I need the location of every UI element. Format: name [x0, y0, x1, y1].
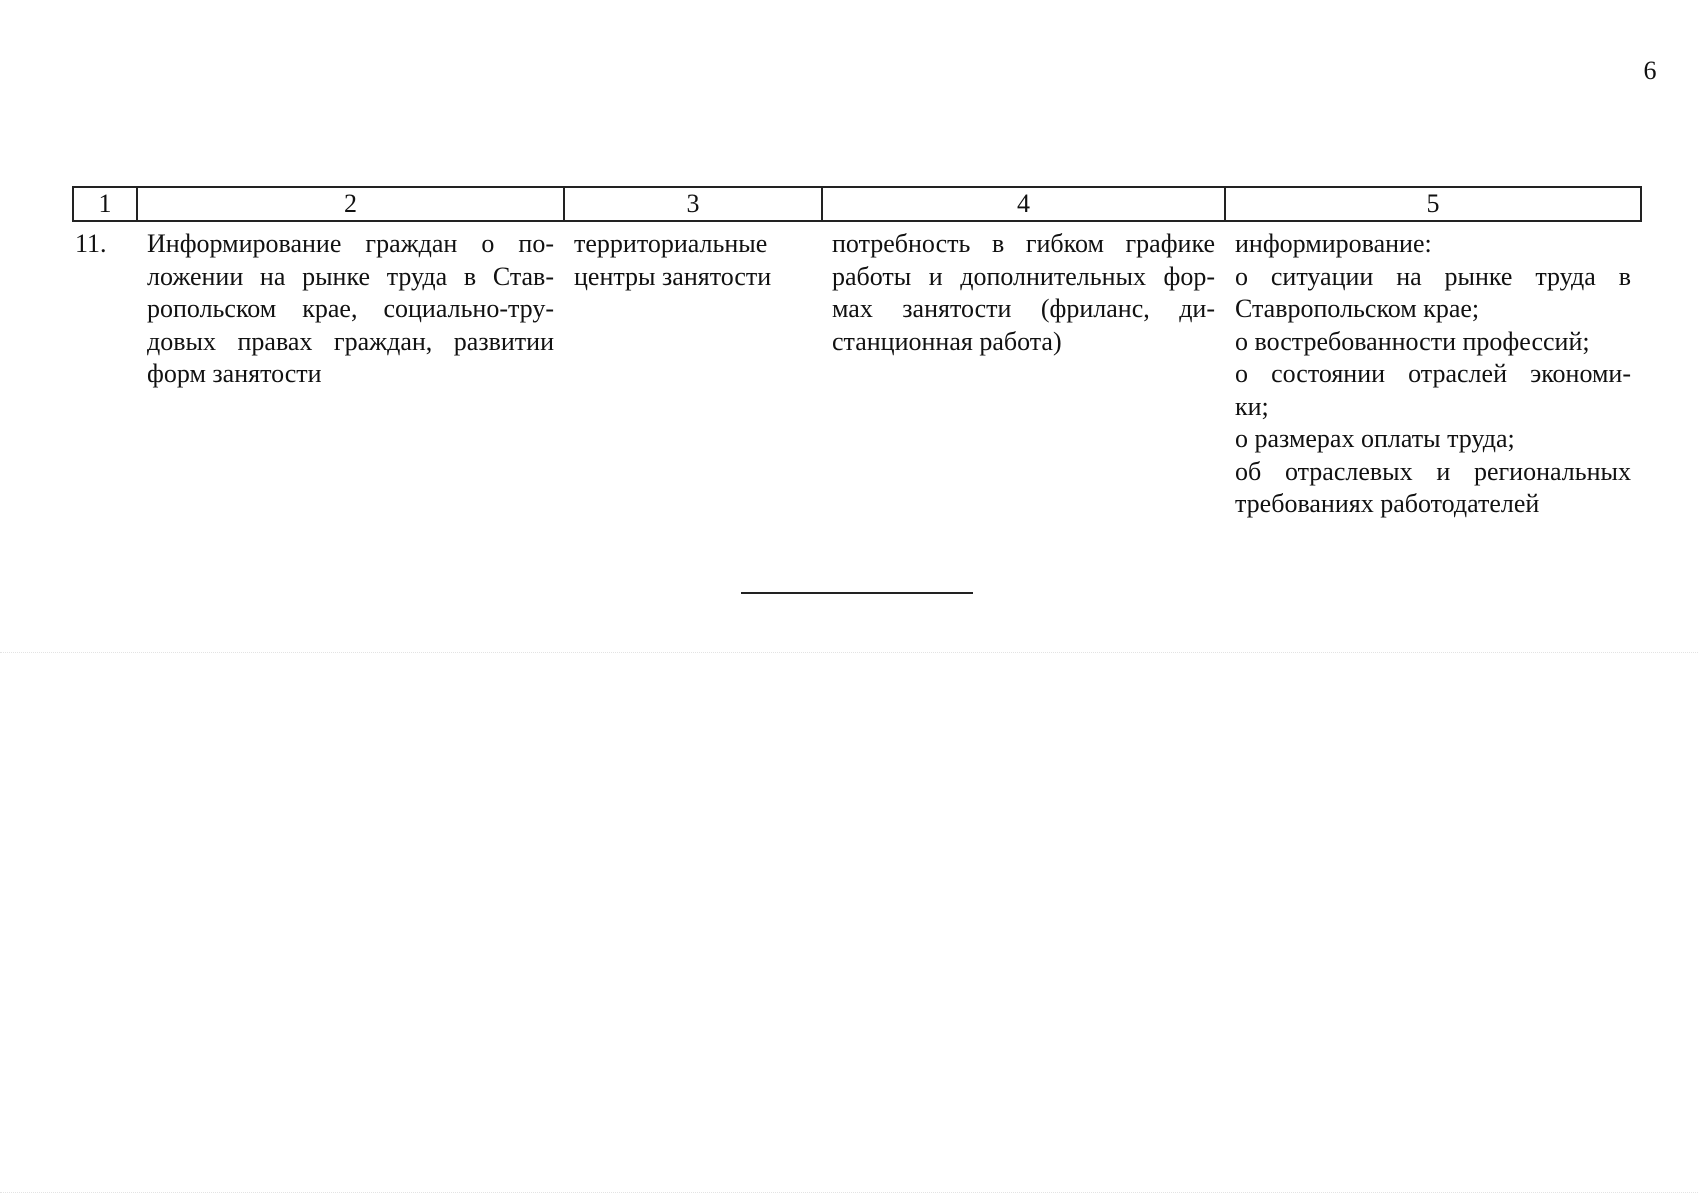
- text-line: мах занятости (фриланс, ди-: [832, 294, 1215, 323]
- header-cell-1: 1: [73, 187, 137, 221]
- text-line: требованиях работодателей: [1235, 489, 1540, 518]
- text-line: о размерах оплаты труда;: [1235, 424, 1515, 453]
- page-number: 6: [1643, 56, 1657, 85]
- text-line: ки;: [1235, 391, 1269, 421]
- cell-need: [822, 221, 1225, 521]
- text-line: о востребованности профессий;: [1235, 326, 1590, 356]
- text-line: форм занятости: [147, 359, 322, 388]
- scan-artifact-dotted-line: [0, 1192, 1698, 1193]
- table-row: [73, 221, 1641, 521]
- text-line: довых правах граждан, развитии: [147, 326, 554, 356]
- text-line: центры занятости: [574, 261, 772, 291]
- header-row: [73, 187, 1641, 221]
- header-cell-3: 3: [564, 187, 822, 221]
- measures-table: [72, 186, 1642, 521]
- text-line: территориальные: [574, 229, 768, 258]
- text-line: работы и дополнительных фор-: [832, 261, 1215, 291]
- text-line: информирование:: [1235, 229, 1432, 258]
- header-cell-4: 4: [822, 187, 1225, 221]
- row-number: 11.: [75, 229, 107, 258]
- text-line: Информирование граждан о по-: [147, 229, 554, 258]
- closing-separator-line: [741, 592, 973, 594]
- text-line: потребность в гибком графике: [832, 229, 1215, 258]
- text-line: ропольском крае, социально-тру-: [147, 294, 554, 323]
- text-line: ложении на рынке труда в Став-: [147, 261, 554, 291]
- scan-artifact-dotted-line: [0, 652, 1698, 653]
- header-cell-2: 2: [137, 187, 564, 221]
- text-line: Ставропольском крае;: [1235, 294, 1480, 323]
- header-cell-5: 5: [1225, 187, 1641, 221]
- cell-executor: [564, 221, 822, 521]
- text-line: станционная работа): [832, 326, 1062, 356]
- cell-measure-name: [137, 221, 564, 521]
- text-line: о состоянии отраслей экономи-: [1235, 359, 1631, 388]
- cell-result: [1225, 221, 1641, 521]
- text-line: об отраслевых и региональных: [1235, 456, 1631, 486]
- text-line: о ситуации на рынке труда в: [1235, 261, 1631, 291]
